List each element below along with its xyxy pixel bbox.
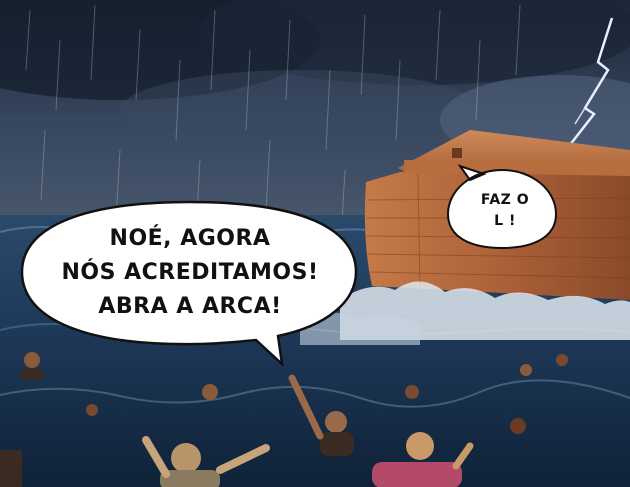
swimmer-body bbox=[19, 368, 45, 380]
swimmer-head bbox=[406, 432, 434, 460]
swimmer-head bbox=[171, 443, 201, 473]
crowd-speech-text bbox=[30, 222, 350, 324]
swimmer-body bbox=[372, 462, 462, 487]
swimmer-head bbox=[202, 384, 218, 400]
swimmer-body bbox=[320, 432, 354, 456]
swimmer-body bbox=[0, 450, 22, 487]
ark-window bbox=[452, 148, 462, 158]
swimmer-head bbox=[405, 385, 419, 399]
crowd-speech-line: ABRA A ARCA! bbox=[98, 294, 282, 319]
swimmer-head bbox=[510, 418, 526, 434]
swimmer-head bbox=[556, 354, 568, 366]
storm-cloud bbox=[120, 70, 480, 150]
ark-speech-text bbox=[452, 190, 558, 232]
crowd-speech-line: NÓS ACREDITAMOS! bbox=[61, 260, 319, 285]
swimmer-head bbox=[520, 364, 532, 376]
swimmer-head bbox=[325, 411, 347, 433]
swimmer-head bbox=[24, 352, 40, 368]
crowd-speech-line: NOÉ, AGORA bbox=[109, 226, 271, 251]
ark-speech-line: FAZ O bbox=[480, 192, 530, 208]
swimmer-head bbox=[86, 404, 98, 416]
ark-speech-line: L ! bbox=[494, 213, 516, 229]
